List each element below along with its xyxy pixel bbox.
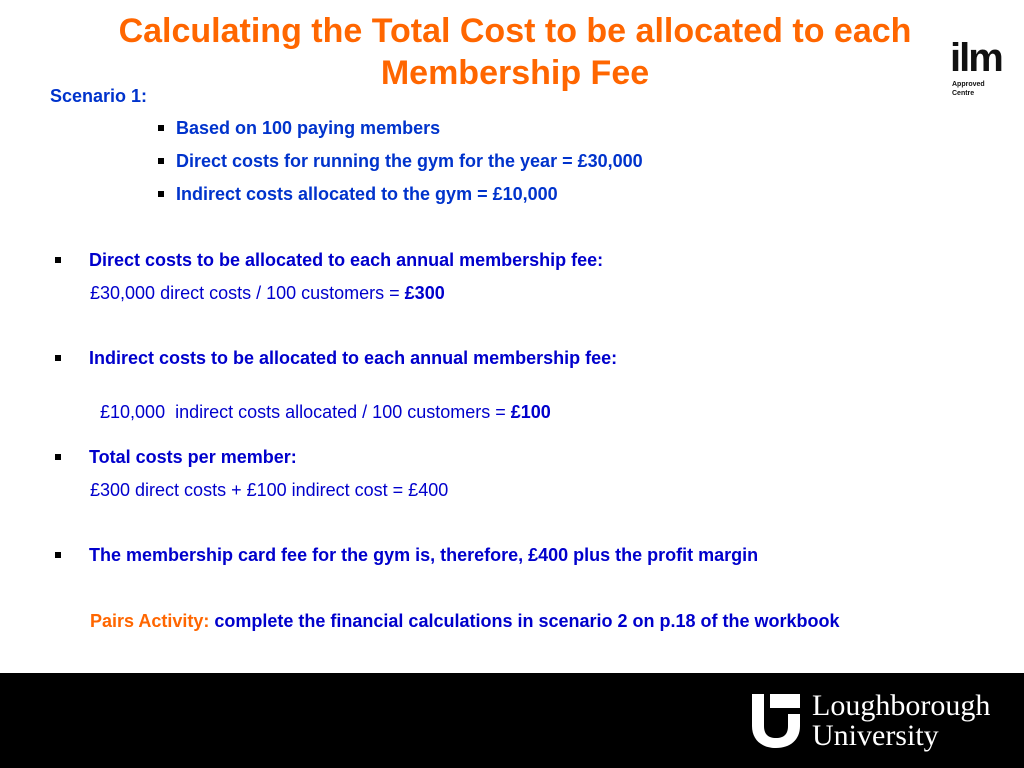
square-bullet-icon [55, 454, 61, 460]
university-name-line2: University [812, 719, 939, 752]
indirect-costs-heading [55, 348, 617, 369]
ilm-logo-mark [950, 38, 1010, 78]
ilm-approved-centre-logo [950, 38, 1010, 98]
slide-title: Calculating the Total Cost to be allocated to each Membership Fee [118, 12, 912, 92]
square-bullet-icon [158, 191, 164, 197]
direct-costs-result: £300 [404, 283, 445, 303]
square-bullet-icon [158, 125, 164, 131]
assumption-item [158, 151, 643, 184]
pairs-activity-label: Pairs Activity: [90, 611, 210, 631]
direct-costs-heading [55, 250, 603, 271]
ilm-caption-centre: Centre [952, 90, 975, 97]
ilm-logo-text: ilm [950, 36, 1002, 80]
direct-costs-heading-text: Direct costs to be allocated to each annual membership fee: [89, 250, 604, 270]
square-bullet-icon [55, 355, 61, 361]
indirect-costs-calculation [90, 381, 551, 423]
assumption-text: Based on 100 paying members [176, 118, 441, 138]
conclusion-text: The membership card fee for the gym is, therefore, £400 plus the profit margin [89, 545, 759, 565]
ilm-caption-approved: Approved [952, 81, 985, 88]
indirect-costs-calc-text: £10,000 indirect costs allocated / 100 customers = [100, 402, 511, 422]
university-name-line1: Loughborough [812, 689, 991, 722]
conclusion-bullet [55, 545, 758, 566]
indirect-costs-heading-text: Indirect costs to be allocated to each annual membership fee: [89, 348, 618, 368]
scenario-label: Scenario 1: [50, 86, 148, 106]
total-costs-calculation: £300 direct costs + £100 indirect cost = £400 [90, 480, 449, 500]
ilm-logo-caption [952, 80, 1010, 98]
assumption-item [158, 118, 643, 151]
indirect-costs-result: £100 [510, 402, 551, 422]
assumption-text: Indirect costs allocated to the gym = £10,000 [176, 184, 558, 204]
university-wordmark [812, 691, 990, 751]
square-bullet-icon [55, 257, 61, 263]
university-crest-icon [750, 692, 802, 750]
square-bullet-icon [55, 552, 61, 558]
direct-costs-calc-text: £30,000 direct costs / 100 customers = [90, 283, 405, 303]
assumption-item [158, 184, 643, 217]
footer-bar [0, 673, 1024, 768]
pairs-activity-text: complete the financial calculations in scenario 2 on p.18 of the workbook [209, 611, 840, 631]
pairs-activity [90, 608, 950, 634]
total-costs-heading-text: Total costs per member: [89, 447, 297, 467]
assumption-text: Direct costs for running the gym for the year = £30,000 [176, 151, 643, 171]
total-costs-heading [55, 447, 297, 468]
assumption-list [158, 118, 643, 217]
direct-costs-calculation [90, 283, 445, 304]
square-bullet-icon [158, 158, 164, 164]
loughborough-university-logo [750, 691, 990, 751]
